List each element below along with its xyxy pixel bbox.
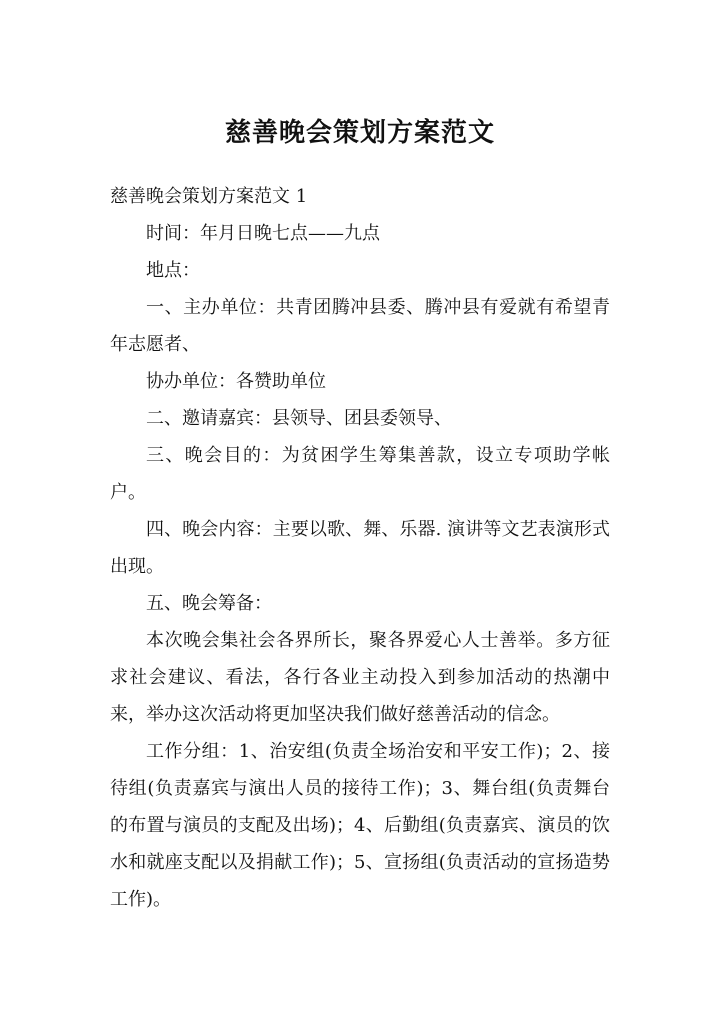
paragraph-purpose: 三、晚会目的：为贫困学生筹集善款，设立专项助学帐户。 (110, 445, 610, 503)
paragraph-organizer: 一、主办单位：共青团腾冲县委、腾冲县有爱就有希望青年志愿者、 (110, 297, 610, 355)
paragraph-content: 四、晚会内容：主要以歌、舞、乐器. 演讲等文艺表演形式出现。 (110, 519, 610, 577)
paragraph-description: 本次晚会集社会各界所长，聚各界爱心人士善举。多方征求社会建议、看法，各行各业主动投入到参加活动的热潮中来，举办这次活动将更加坚决我们做好慈善活动的信念。 (110, 630, 610, 725)
paragraph-time: 时间：年月日晚七点——九点 (146, 223, 380, 244)
paragraph-work-groups: 工作分组：1、治安组(负责全场治安和平安工作)；2、接待组(负责嘉宾与演出人员的接待工作)；3、舞台组(负责舞台的布置与演员的支配及出场)；4、后勤组(负责嘉宾、演员的饮水和就座支配以及捐献工作)；5、宣扬组(负责活动的宣扬造势工作)。 (110, 741, 610, 910)
paragraph-location: 地点： (146, 260, 200, 281)
paragraph-guests: 二、邀请嘉宾：县领导、团县委领导、 (146, 408, 452, 429)
section-heading: 慈善晚会策划方案范文 1 (110, 186, 308, 207)
document-body (110, 178, 610, 918)
paragraph-co-organizer: 协办单位：各赞助单位 (146, 371, 326, 392)
document-title: 慈善晚会策划方案范文 (224, 118, 495, 148)
paragraph-preparation: 五、晚会筹备： (146, 593, 272, 614)
